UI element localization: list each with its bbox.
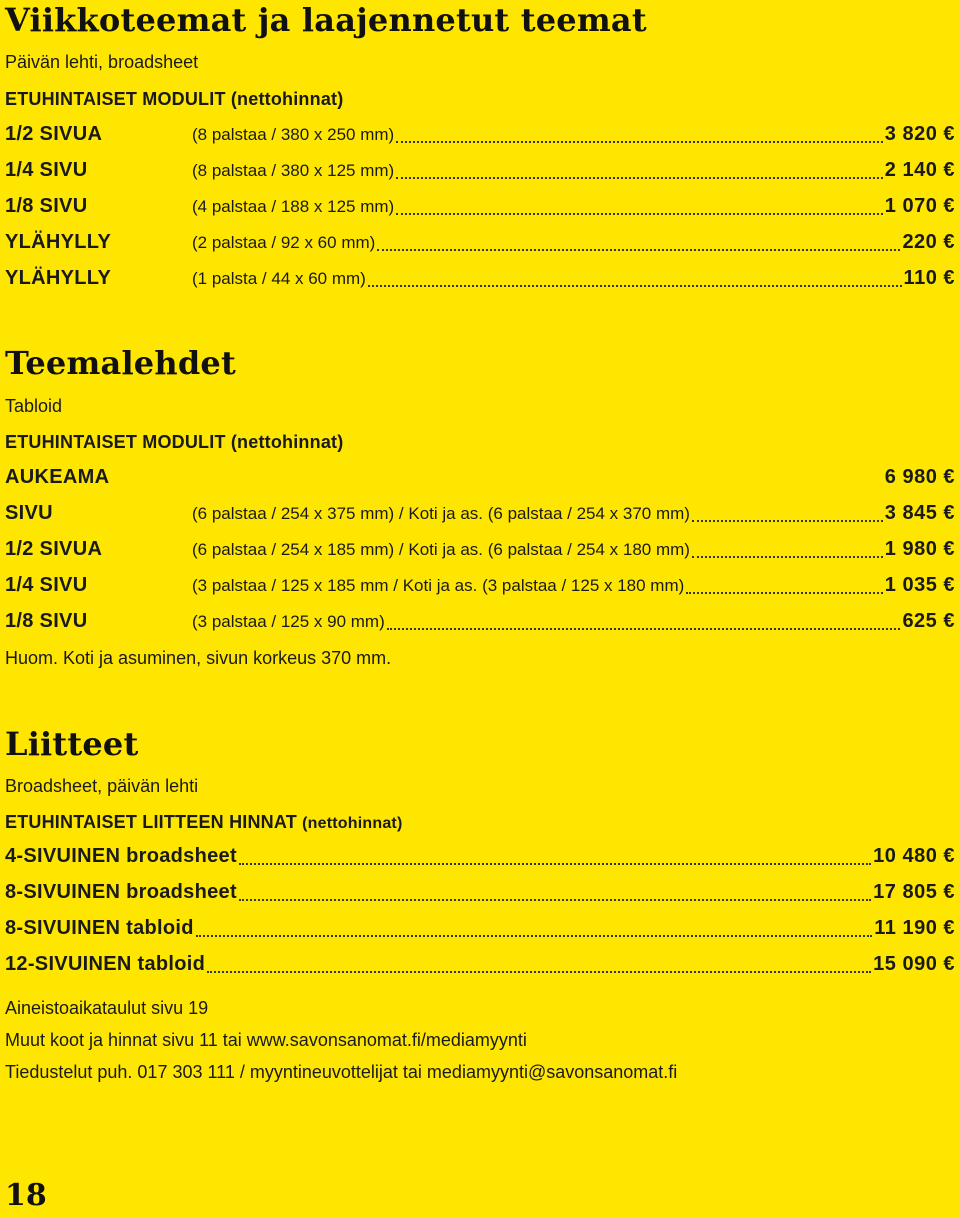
row-description: (1 palsta / 44 x 60 mm)	[192, 269, 366, 288]
price-row	[5, 116, 955, 152]
leader-dots	[387, 628, 901, 630]
leader-dots	[692, 556, 883, 558]
theme-note: Huom. Koti ja asuminen, sivun korkeus 370 mm.	[5, 648, 392, 668]
leader-dots	[239, 863, 871, 865]
footer-info	[5, 992, 677, 1088]
inserts-subtitle: Broadsheet, päivän lehti	[5, 776, 199, 796]
row-price: 2 140 €	[884, 159, 955, 181]
row-price: 11 190 €	[874, 917, 955, 939]
row-price: 17 805 €	[873, 881, 955, 903]
leader-dots	[396, 213, 883, 215]
footer-schedule: Aineistoaikataulut sivu 19	[5, 998, 209, 1018]
row-label: 1/4 SIVU	[5, 574, 88, 596]
row-label: 1/8 SIVU	[5, 610, 88, 632]
row-price: 3 820 €	[884, 123, 955, 145]
row-price: 1 070 €	[884, 195, 955, 217]
leader-dots	[377, 249, 900, 251]
row-label: SIVU	[5, 502, 53, 524]
price-row	[5, 495, 955, 531]
row-label: 1/4 SIVU	[5, 159, 88, 181]
row-label: 1/8 SIVU	[5, 195, 88, 217]
row-label: 1/2 SIVUA	[5, 123, 103, 145]
inserts-title: Liitteet	[5, 725, 139, 763]
row-description: (6 palstaa / 254 x 185 mm) / Koti ja as. (6 palstaa / 254 x 180 mm)	[192, 540, 690, 559]
price-row	[5, 531, 955, 567]
row-price: 220 €	[902, 231, 955, 253]
leader-dots	[239, 899, 871, 901]
inserts-heading	[5, 811, 402, 835]
weekly-title: Viikkoteemat ja laajennetut teemat	[5, 1, 647, 39]
row-price: 625 €	[902, 610, 955, 632]
row-label: 8-SIVUINEN broadsheet	[5, 881, 237, 903]
inserts-price-list	[5, 838, 955, 982]
price-row	[5, 910, 955, 946]
leader-dots	[396, 177, 883, 179]
row-price: 10 480 €	[873, 845, 955, 867]
row-price: 6 980 €	[884, 466, 955, 488]
weekly-subtitle: Päivän lehti, broadsheet	[5, 52, 199, 72]
price-row	[5, 874, 955, 910]
inserts-heading-small: (nettohinnat)	[302, 815, 403, 832]
row-label: YLÄHYLLY	[5, 231, 112, 253]
page-number: 18	[5, 1178, 47, 1213]
theme-price-list	[5, 459, 955, 639]
theme-modules-heading: ETUHINTAISET MODULIT (nettohinnat)	[5, 432, 344, 452]
footer-contact: Tiedustelut puh. 017 303 111 / myyntineuvottelijat tai mediamyynti@savonsanomat.fi	[5, 1062, 678, 1082]
row-price: 15 090 €	[873, 953, 955, 975]
row-label: YLÄHYLLY	[5, 267, 112, 289]
leader-dots	[396, 141, 883, 143]
weekly-price-list	[5, 116, 955, 296]
row-label: 8-SIVUINEN tabloid	[5, 917, 194, 939]
row-label: 1/2 SIVUA	[5, 538, 103, 560]
spread-row	[5, 459, 955, 495]
price-row	[5, 567, 955, 603]
row-description: (6 palstaa / 254 x 375 mm) / Koti ja as. (6 palstaa / 254 x 370 mm)	[192, 504, 690, 523]
inserts-heading-main: ETUHINTAISET LIITTEEN HINNAT	[5, 812, 297, 832]
leader-dots	[686, 592, 882, 594]
weekly-modules-heading: ETUHINTAISET MODULIT (nettohinnat)	[5, 89, 344, 109]
row-description: (8 palstaa / 380 x 250 mm)	[192, 125, 395, 144]
row-price: 3 845 €	[884, 502, 955, 524]
row-description: (8 palstaa / 380 x 125 mm)	[192, 161, 395, 180]
leader-dots	[207, 971, 871, 973]
leader-dots	[692, 520, 883, 522]
footer-other-sizes: Muut koot ja hinnat sivu 11 tai www.savonsanomat.fi/mediamyynti	[5, 1030, 527, 1050]
row-label: 12-SIVUINEN tabloid	[5, 953, 206, 975]
theme-title: Teemalehdet	[5, 344, 236, 382]
leader-dots	[368, 285, 902, 287]
price-row	[5, 152, 955, 188]
row-description: (2 palstaa / 92 x 60 mm)	[192, 233, 376, 252]
price-row	[5, 946, 955, 982]
row-price: 1 035 €	[884, 574, 955, 596]
price-row	[5, 838, 955, 874]
theme-subtitle: Tabloid	[5, 396, 63, 416]
row-label: AUKEAMA	[5, 466, 110, 488]
price-row	[5, 603, 955, 639]
row-price: 1 980 €	[884, 538, 955, 560]
price-row	[5, 224, 955, 260]
row-description: (3 palstaa / 125 x 90 mm)	[192, 612, 385, 631]
price-row	[5, 260, 955, 296]
leader-dots	[196, 935, 873, 937]
price-row	[5, 188, 955, 224]
row-label: 4-SIVUINEN broadsheet	[5, 845, 237, 867]
row-price: 110 €	[903, 267, 955, 289]
row-description: (3 palstaa / 125 x 185 mm / Koti ja as. (3 palstaa / 125 x 180 mm)	[192, 576, 685, 595]
row-description: (4 palstaa / 188 x 125 mm)	[192, 197, 395, 216]
